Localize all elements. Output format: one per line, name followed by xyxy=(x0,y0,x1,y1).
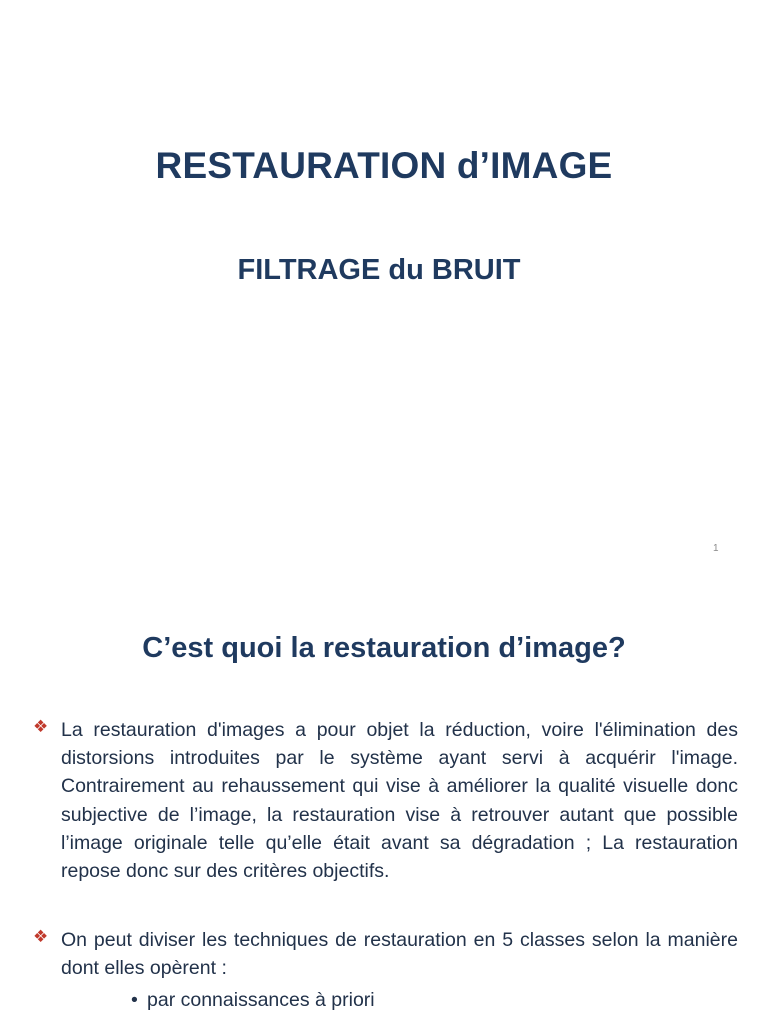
page-number: 1 xyxy=(713,543,719,554)
slide-2 xyxy=(0,576,768,1024)
bullet-item xyxy=(33,716,738,885)
sub-bullet-text: par connaissances à priori xyxy=(147,989,375,1011)
bullet-text: On peut diviser les techniques de restauration en 5 classes selon la manière dont elles opèrent : xyxy=(61,929,738,980)
diamond-bullet-icon: ❖ xyxy=(33,717,49,736)
slide-heading: C’est quoi la restauration d’image? xyxy=(142,632,626,664)
sub-bullet-item xyxy=(131,986,375,1014)
bullet-text: La restauration d'images a pour objet la réduction, voire l'élimination des distorsions introduites par le système ayant servi à acquérir l'image. Contrairement au rehaussement qui vise à améliorer la qualité visuelle donc subjective de l’image, la restauration vise à retrouver autant que possible l’image originale telle qu’elle était avant sa dégradation ; La restauration repose donc sur des critères objectifs. xyxy=(61,719,738,883)
diamond-bullet-icon: ❖ xyxy=(33,927,49,946)
slide-title: RESTAURATION d’IMAGE xyxy=(155,145,613,186)
slide-subtitle: FILTRAGE du BRUIT xyxy=(237,254,521,286)
dot-bullet-icon: • xyxy=(131,989,138,1011)
bullet-item xyxy=(33,926,738,982)
